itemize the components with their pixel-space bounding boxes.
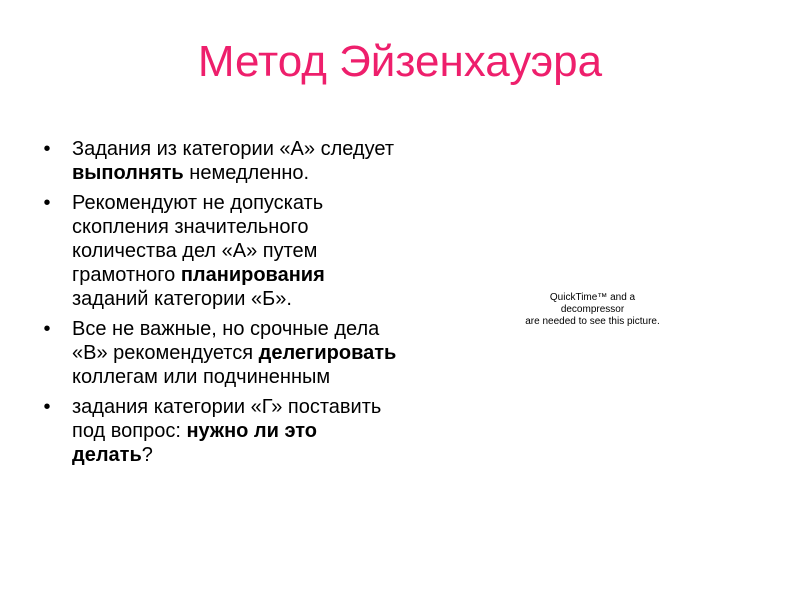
bullet-text: немедленно. — [183, 162, 310, 184]
bullet-emphasis-text: выполнять — [72, 162, 184, 184]
bullet-text: задания категории «Г» поставить под вопрос: — [72, 396, 382, 442]
bullet-item — [40, 317, 400, 389]
bullet-list — [40, 137, 400, 473]
bullet-text: заданий категории «Б». — [72, 288, 292, 310]
placeholder-line-3: are needed to see this picture. — [525, 316, 660, 327]
bullet-emphasis-text: планирования — [180, 264, 325, 286]
bullet-text: коллегам или подчиненным — [72, 366, 331, 388]
placeholder-line-1: QuickTime™ and a — [549, 292, 636, 303]
bullet-dot-icon: • — [43, 396, 51, 418]
bullet-emphasis-text: делегировать — [258, 342, 397, 364]
bullet-dot-icon: • — [43, 138, 51, 160]
quicktime-image-placeholder — [505, 292, 680, 328]
bullet-text: Все не важные, но срочные дела «В» рекомендуется — [72, 318, 380, 364]
placeholder-line-2: decompressor — [560, 304, 625, 315]
bullet-item — [40, 191, 400, 311]
bullet-item — [40, 137, 400, 185]
bullet-dot-icon: • — [43, 192, 51, 214]
bullet-text: Задания из категории «А» следует — [72, 138, 394, 160]
bullet-text: Рекомендуют не допускать скопления значительного количества дел «А» путем грамотного — [72, 192, 324, 286]
bullet-emphasis-text: нужно ли это делать — [72, 420, 318, 466]
bullet-item — [40, 395, 400, 467]
bullet-dot-icon: • — [43, 318, 51, 340]
slide-title: Метод Эйзенхауэра — [197, 37, 603, 86]
bullet-text: ? — [141, 444, 153, 466]
